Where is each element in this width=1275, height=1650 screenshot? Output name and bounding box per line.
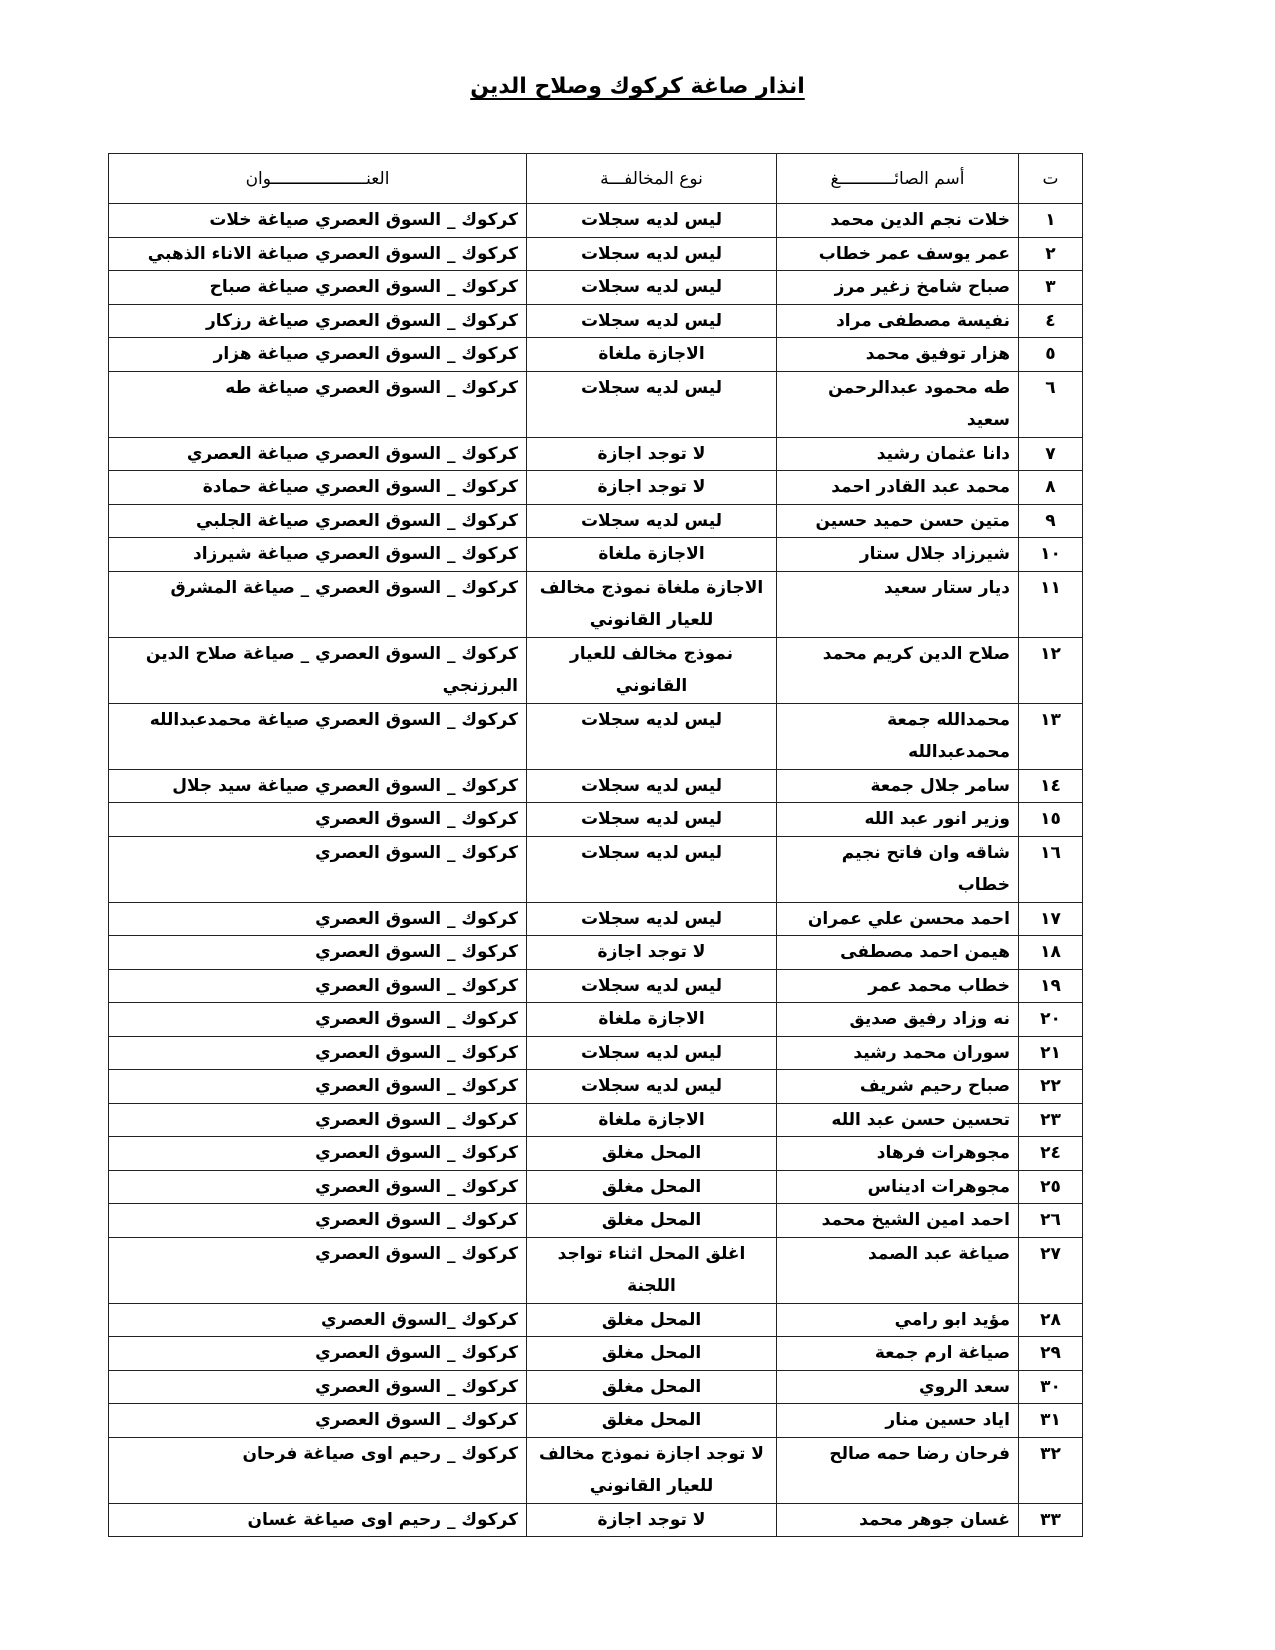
row-number-cell: ٤ — [1019, 304, 1083, 338]
table-row — [109, 204, 1083, 238]
violation-type-cell: الاجازة ملغاة — [527, 338, 777, 372]
address-cell: كركوك _ السوق العصري صياغة محمدعبدالله — [109, 703, 527, 769]
row-number-cell: ٢٨ — [1019, 1303, 1083, 1337]
goldsmith-name-cell: صلاح الدين كريم محمد — [777, 637, 1019, 703]
address-cell: كركوك _ السوق العصري — [109, 1137, 527, 1171]
address-cell: كركوك _ السوق العصري — [109, 1237, 527, 1303]
violation-type-cell: اغلق المحل اثناء تواجد اللجنة — [527, 1237, 777, 1303]
violation-type-cell: المحل مغلق — [527, 1404, 777, 1438]
violation-type-cell: ليس لديه سجلات — [527, 836, 777, 902]
table-row — [109, 1503, 1083, 1537]
goldsmith-name-cell: احمد امين الشيخ محمد — [777, 1204, 1019, 1238]
violation-type-cell: المحل مغلق — [527, 1303, 777, 1337]
row-number-cell: ٦ — [1019, 371, 1083, 437]
row-number-cell: ٢ — [1019, 237, 1083, 271]
violations-table-container — [108, 153, 1082, 1537]
address-cell: كركوك _ السوق العصري صياغة سيد جلال — [109, 769, 527, 803]
address-cell: كركوك _ السوق العصري _ صياغة صلاح الدين البرزنجي — [109, 637, 527, 703]
address-cell: كركوك _ السوق العصري صياغة هزار — [109, 338, 527, 372]
table-row — [109, 769, 1083, 803]
violation-type-cell: الاجازة ملغاة — [527, 1003, 777, 1037]
row-number-cell: ٢١ — [1019, 1036, 1083, 1070]
row-number-cell: ١٦ — [1019, 836, 1083, 902]
table-row — [109, 471, 1083, 505]
address-cell: كركوك _السوق العصري — [109, 1303, 527, 1337]
violation-type-cell: الاجازة ملغاة — [527, 1103, 777, 1137]
table-row — [109, 1404, 1083, 1438]
violation-type-cell: ليس لديه سجلات — [527, 204, 777, 238]
violation-type-cell: ليس لديه سجلات — [527, 371, 777, 437]
table-row — [109, 1070, 1083, 1104]
address-cell: كركوك _ السوق العصري صياغة طه — [109, 371, 527, 437]
violation-type-cell: ليس لديه سجلات — [527, 304, 777, 338]
table-row — [109, 1337, 1083, 1371]
table-row — [109, 1303, 1083, 1337]
violation-type-cell: ليس لديه سجلات — [527, 902, 777, 936]
column-header-address: العنـــــــــــــــــــوان — [109, 154, 527, 204]
address-cell: كركوك _ السوق العصري صياغة خلات — [109, 204, 527, 238]
violation-type-cell: لا توجد اجازة نموذج مخالف للعيار القانوني — [527, 1437, 777, 1503]
row-number-cell: ١٥ — [1019, 803, 1083, 837]
address-cell: كركوك _ السوق العصري — [109, 902, 527, 936]
table-row — [109, 1437, 1083, 1503]
address-cell: كركوك _ السوق العصري — [109, 803, 527, 837]
violation-type-cell: لا توجد اجازة — [527, 936, 777, 970]
table-header-row — [109, 154, 1083, 204]
goldsmith-name-cell: اياد حسين منار — [777, 1404, 1019, 1438]
address-cell: كركوك _ السوق العصري — [109, 1170, 527, 1204]
address-cell: كركوك _ رحيم اوى صياغة غسان — [109, 1503, 527, 1537]
violation-type-cell: المحل مغلق — [527, 1170, 777, 1204]
violation-type-cell: المحل مغلق — [527, 1370, 777, 1404]
table-row — [109, 1170, 1083, 1204]
row-number-cell: ١٨ — [1019, 936, 1083, 970]
address-cell: كركوك _ السوق العصري صياغة حمادة — [109, 471, 527, 505]
address-cell: كركوك _ السوق العصري صياغة العصري — [109, 437, 527, 471]
table-row — [109, 371, 1083, 437]
violations-table — [108, 153, 1083, 1537]
address-cell: كركوك _ السوق العصري صياغة الاناء الذهبي — [109, 237, 527, 271]
address-cell: كركوك _ السوق العصري صياغة الجلبي — [109, 504, 527, 538]
goldsmith-name-cell: ديار ستار سعيد — [777, 571, 1019, 637]
goldsmith-name-cell: صياغة عبد الصمد — [777, 1237, 1019, 1303]
goldsmith-name-cell: خلات نجم الدين محمد — [777, 204, 1019, 238]
table-row — [109, 1036, 1083, 1070]
goldsmith-name-cell: نه وزاد رفيق صديق — [777, 1003, 1019, 1037]
goldsmith-name-cell: محمدالله جمعة محمدعبدالله — [777, 703, 1019, 769]
violation-type-cell: ليس لديه سجلات — [527, 271, 777, 305]
address-cell: كركوك _ السوق العصري — [109, 1404, 527, 1438]
row-number-cell: ١١ — [1019, 571, 1083, 637]
address-cell: كركوك _ السوق العصري — [109, 1103, 527, 1137]
violation-type-cell: الاجازة ملغاة — [527, 538, 777, 572]
address-cell: كركوك _ السوق العصري — [109, 936, 527, 970]
violation-type-cell: المحل مغلق — [527, 1204, 777, 1238]
goldsmith-name-cell: سوران محمد رشيد — [777, 1036, 1019, 1070]
address-cell: كركوك _ السوق العصري — [109, 1036, 527, 1070]
row-number-cell: ٧ — [1019, 437, 1083, 471]
goldsmith-name-cell: غسان جوهر محمد — [777, 1503, 1019, 1537]
goldsmith-name-cell: فرحان رضا حمه صالح — [777, 1437, 1019, 1503]
address-cell: كركوك _ السوق العصري صياغة رزكار — [109, 304, 527, 338]
column-header-goldsmith-name: أسم الصائـــــــــــغ — [777, 154, 1019, 204]
goldsmith-name-cell: احمد محسن علي عمران — [777, 902, 1019, 936]
violation-type-cell: ليس لديه سجلات — [527, 969, 777, 1003]
table-row — [109, 504, 1083, 538]
address-cell: كركوك _ السوق العصري صياغة صباح — [109, 271, 527, 305]
violation-type-cell: ليس لديه سجلات — [527, 1036, 777, 1070]
row-number-cell: ٣٢ — [1019, 1437, 1083, 1503]
address-cell: كركوك _ السوق العصري — [109, 1204, 527, 1238]
row-number-cell: ٩ — [1019, 504, 1083, 538]
violation-type-cell: المحل مغلق — [527, 1137, 777, 1171]
address-cell: كركوك _ السوق العصري — [109, 1003, 527, 1037]
row-number-cell: ٢٣ — [1019, 1103, 1083, 1137]
violation-type-cell: لا توجد اجازة — [527, 471, 777, 505]
violation-type-cell: المحل مغلق — [527, 1337, 777, 1371]
goldsmith-name-cell: مجوهرات فرهاد — [777, 1137, 1019, 1171]
goldsmith-name-cell: وزير انور عبد الله — [777, 803, 1019, 837]
row-number-cell: ١٩ — [1019, 969, 1083, 1003]
violation-type-cell: ليس لديه سجلات — [527, 703, 777, 769]
row-number-cell: ١٤ — [1019, 769, 1083, 803]
goldsmith-name-cell: شاقه وان فاتح نجيم خطاب — [777, 836, 1019, 902]
address-cell: كركوك _ السوق العصري — [109, 1070, 527, 1104]
table-row — [109, 703, 1083, 769]
table-row — [109, 304, 1083, 338]
table-row — [109, 1003, 1083, 1037]
violation-type-cell: لا توجد اجازة — [527, 437, 777, 471]
table-row — [109, 1204, 1083, 1238]
violation-type-cell: لا توجد اجازة — [527, 1503, 777, 1537]
goldsmith-name-cell: سعد الروي — [777, 1370, 1019, 1404]
goldsmith-name-cell: صياغة ارم جمعة — [777, 1337, 1019, 1371]
row-number-cell: ٣٠ — [1019, 1370, 1083, 1404]
column-header-violation-type: نوع المخالفـــة — [527, 154, 777, 204]
violation-type-cell: ليس لديه سجلات — [527, 504, 777, 538]
table-row — [109, 637, 1083, 703]
table-body — [109, 204, 1083, 1537]
address-cell: كركوك _ السوق العصري — [109, 969, 527, 1003]
row-number-cell: ٨ — [1019, 471, 1083, 505]
address-cell: كركوك _ السوق العصري _ صياغة المشرق — [109, 571, 527, 637]
table-row — [109, 338, 1083, 372]
goldsmith-name-cell: مؤيد ابو رامي — [777, 1303, 1019, 1337]
goldsmith-name-cell: نفيسة مصطفى مراد — [777, 304, 1019, 338]
table-row — [109, 902, 1083, 936]
goldsmith-name-cell: تحسين حسن عبد الله — [777, 1103, 1019, 1137]
violation-type-cell: الاجازة ملغاة نموذج مخالف للعيار القانوني — [527, 571, 777, 637]
violation-type-cell: ليس لديه سجلات — [527, 769, 777, 803]
row-number-cell: ٢٥ — [1019, 1170, 1083, 1204]
row-number-cell: ٣١ — [1019, 1404, 1083, 1438]
goldsmith-name-cell: طه محمود عبدالرحمن سعيد — [777, 371, 1019, 437]
row-number-cell: ٣ — [1019, 271, 1083, 305]
address-cell: كركوك _ رحيم اوى صياغة فرحان — [109, 1437, 527, 1503]
goldsmith-name-cell: هيمن احمد مصطفى — [777, 936, 1019, 970]
table-row — [109, 1103, 1083, 1137]
row-number-cell: ٢٢ — [1019, 1070, 1083, 1104]
row-number-cell: ١ — [1019, 204, 1083, 238]
row-number-cell: ١٧ — [1019, 902, 1083, 936]
row-number-cell: ٢٦ — [1019, 1204, 1083, 1238]
row-number-cell: ٢٩ — [1019, 1337, 1083, 1371]
row-number-cell: ١٢ — [1019, 637, 1083, 703]
row-number-cell: ١٠ — [1019, 538, 1083, 572]
row-number-cell: ١٣ — [1019, 703, 1083, 769]
address-cell: كركوك _ السوق العصري — [109, 836, 527, 902]
violation-type-cell: ليس لديه سجلات — [527, 237, 777, 271]
row-number-cell: ٥ — [1019, 338, 1083, 372]
page-title: انذار صاغة كركوك وصلاح الدين — [470, 74, 805, 99]
table-row — [109, 271, 1083, 305]
row-number-cell: ٣٣ — [1019, 1503, 1083, 1537]
table-row — [109, 969, 1083, 1003]
goldsmith-name-cell: هزار توفيق محمد — [777, 338, 1019, 372]
table-row — [109, 803, 1083, 837]
goldsmith-name-cell: متين حسن حميد حسين — [777, 504, 1019, 538]
goldsmith-name-cell: عمر يوسف عمر خطاب — [777, 237, 1019, 271]
table-row — [109, 1237, 1083, 1303]
goldsmith-name-cell: سامر جلال جمعة — [777, 769, 1019, 803]
address-cell: كركوك _ السوق العصري — [109, 1337, 527, 1371]
goldsmith-name-cell: شيرزاد جلال ستار — [777, 538, 1019, 572]
row-number-cell: ٢٤ — [1019, 1137, 1083, 1171]
table-row — [109, 237, 1083, 271]
row-number-cell: ٢٠ — [1019, 1003, 1083, 1037]
column-header-number: ت — [1019, 154, 1083, 204]
goldsmith-name-cell: خطاب محمد عمر — [777, 969, 1019, 1003]
violation-type-cell: ليس لديه سجلات — [527, 803, 777, 837]
table-row — [109, 936, 1083, 970]
goldsmith-name-cell: مجوهرات ادیناس — [777, 1170, 1019, 1204]
goldsmith-name-cell: صباح شامخ زغير مرز — [777, 271, 1019, 305]
goldsmith-name-cell: دانا عثمان رشيد — [777, 437, 1019, 471]
violation-type-cell: نموذج مخالف للعيار القانوني — [527, 637, 777, 703]
row-number-cell: ٢٧ — [1019, 1237, 1083, 1303]
table-row — [109, 1370, 1083, 1404]
address-cell: كركوك _ السوق العصري صياغة شيرزاد — [109, 538, 527, 572]
table-row — [109, 538, 1083, 572]
table-row — [109, 836, 1083, 902]
goldsmith-name-cell: محمد عبد القادر احمد — [777, 471, 1019, 505]
table-row — [109, 437, 1083, 471]
violation-type-cell: ليس لديه سجلات — [527, 1070, 777, 1104]
table-row — [109, 1137, 1083, 1171]
table-row — [109, 571, 1083, 637]
goldsmith-name-cell: صباح رحيم شريف — [777, 1070, 1019, 1104]
address-cell: كركوك _ السوق العصري — [109, 1370, 527, 1404]
